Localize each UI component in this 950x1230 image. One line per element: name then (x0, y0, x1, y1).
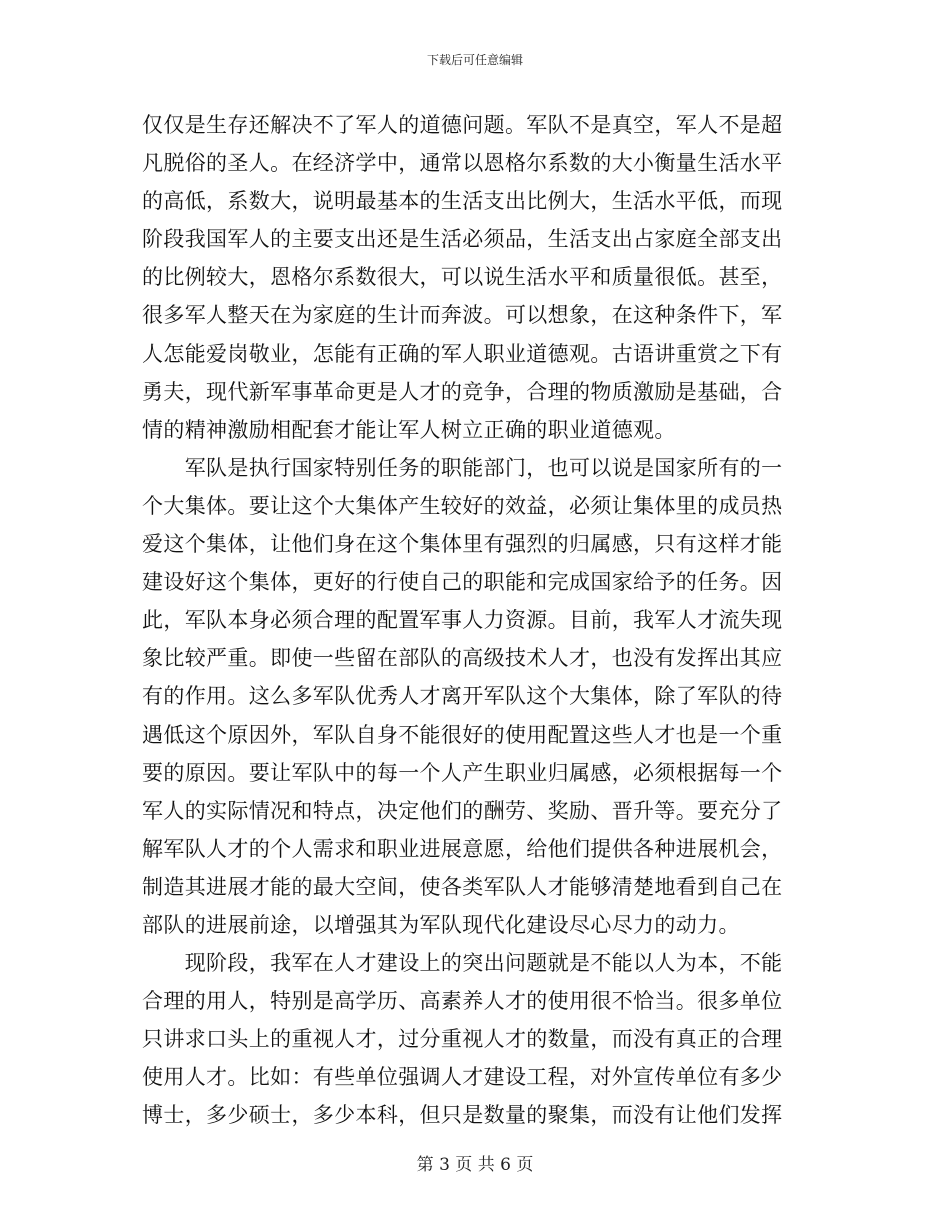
text-line: 象比较严重。即使一些留在部队的高级技术人才，也没有发挥出其应 (142, 646, 783, 671)
text-line: 个大集体。要让这个大集体产生较好的效益，必须让集体里的成员热 (142, 493, 783, 518)
text-line: 合理的用人，特别是高学历、高素养人才的使用很不恰当。很多单位 (142, 989, 783, 1014)
text-line: 使用人才。比如：有些单位强调人才建设工程，对外宣传单位有多少 (142, 1065, 783, 1090)
text-line: 现阶段，我军在人才建设上的突出问题就是不能以人为本，不能 (142, 951, 783, 976)
text-line: 人怎能爱岗敬业，怎能有正确的军人职业道德观。古语讲重赏之下有 (142, 341, 783, 366)
text-line: 的比例较大，恩格尔系数很大，可以说生活水平和质量很低。甚至， (142, 265, 783, 290)
text-line: 凡脱俗的圣人。在经济学中，通常以恩格尔系数的大小衡量生活水平 (142, 151, 783, 176)
page-header: 下载后可任意编辑 (426, 53, 523, 67)
text-line: 爱这个集体，让他们身在这个集体里有强烈的归属感，只有这样才能 (142, 532, 783, 557)
text-line: 制造其进展才能的最大空间，使各类军队人才能够清楚地看到自己在 (142, 874, 783, 899)
text-line: 要的原因。要让军队中的每一个人产生职业归属感，必须根据每一个 (142, 760, 783, 785)
text-line: 军人的实际情况和特点，决定他们的酬劳、奖励、晋升等。要充分了 (142, 798, 783, 823)
page-footer: 第 3 页 共 6 页 (416, 1155, 534, 1175)
text-line: 有的作用。这么多军队优秀人才离开军队这个大集体，除了军队的待 (142, 684, 783, 709)
text-line: 情的精神激励相配套才能让军人树立正确的职业道德观。 (142, 417, 676, 442)
text-line: 只讲求口头上的重视人才，过分重视人才的数量，而没有真正的合理 (142, 1027, 783, 1052)
text-line: 很多军人整天在为家庭的生计而奔波。可以想象，在这种条件下，军 (142, 303, 783, 328)
text-line: 阶段我国军人的主要支出还是生活必须品，生活支出占家庭全部支出 (142, 227, 783, 252)
text-line: 建设好这个集体，更好的行使自己的职能和完成国家给予的任务。因 (142, 570, 783, 595)
text-line: 仅仅是生存还解决不了军人的道德问题。军队不是真空，军人不是超 (142, 113, 783, 137)
document-body (142, 106, 807, 1135)
text-line: 军队是执行国家特别任务的职能部门，也可以说是国家所有的一 (142, 455, 783, 480)
text-line: 博士，多少硕士，多少本科，但只是数量的聚集，而没有让他们发挥 (142, 1103, 783, 1128)
text-line: 的高低，系数大，说明最基本的生活支出比例大，生活水平低，而现 (142, 189, 783, 214)
text-line: 部队的进展前途，以增强其为军队现代化建设尽心尽力的动力。 (142, 912, 740, 937)
text-line: 此，军队本身必须合理的配置军事人力资源。目前，我军人才流失现 (142, 608, 783, 633)
text-line: 遇低这个原因外，军队自身不能很好的使用配置这些人才也是一个重 (142, 722, 783, 747)
text-line: 勇夫，现代新军事革命更是人才的竞争，合理的物质激励是基础，合 (142, 379, 783, 404)
text-line: 解军队人才的个人需求和职业进展意愿，给他们提供各种进展机会， (142, 836, 783, 861)
